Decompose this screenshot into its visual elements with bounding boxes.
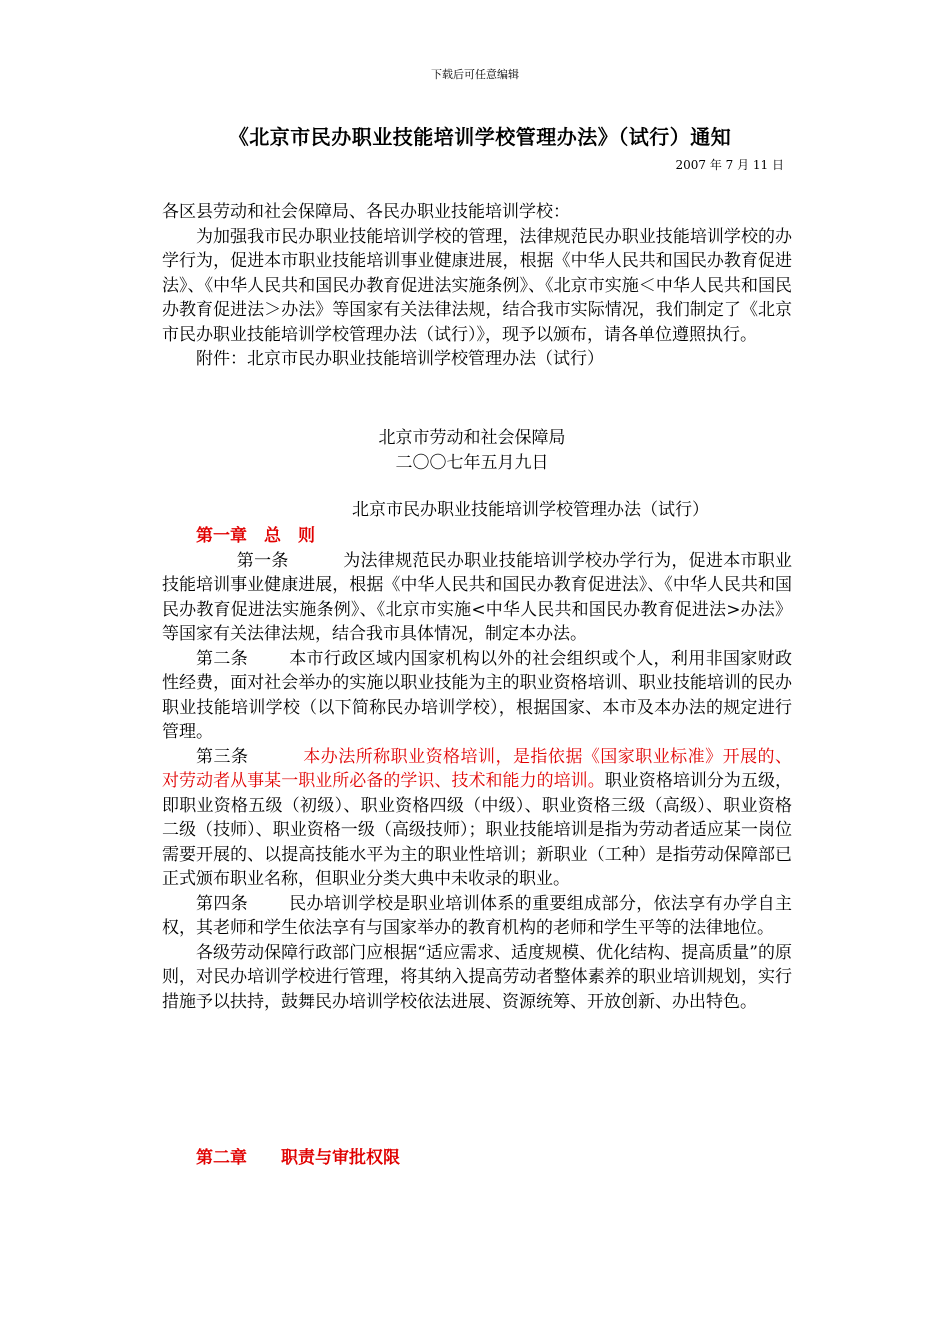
article-2-text: 本市行政区域内国家机构以外的社会组织或个人，利用非国家财政性经费，面对社会举办的实施以职业技能为主的职业资格培训、职业技能培训的民办职业技能培训学校（以下简称民办培训学校），根据国家、本市及本办法的规定进行管理。 <box>162 648 793 742</box>
notice-section <box>162 200 792 372</box>
signature-block <box>342 426 602 475</box>
regulation-body <box>162 524 792 1014</box>
article-3-text: 职业资格培训分为五级，即职业资格五级（初级）、职业资格四级（中级）、职业资格三级（高级）、职业资格二级（技师）、职业资格一级（高级技师）；职业技能培训是指为劳动者适应某一岗位需要开展的、以提高技能水平为主的职业性培训；新职业（工种）是指劳动保障部已正式颁布职业名称，但职业分类大典中未收录的职业。 <box>162 771 793 889</box>
page-header-note: 下载后可任意编辑 <box>431 68 519 81</box>
notice-salutation: 各区县劳动和社会保障局、各民办职业技能培训学校： <box>162 202 570 222</box>
document-title: 《北京市民办职业技能培训学校管理办法》（试行）通知 <box>228 125 732 149</box>
article-3-highlight: 本办法所称职业资格培训，是指依据《国家职业标准》开展的、对劳动者从事某一职业所必备的学识、技术和能力的培训。 <box>162 746 793 791</box>
article-3 <box>162 745 792 892</box>
chapter-1-heading: 第一章 总 则 <box>196 526 315 546</box>
article-4-paragraph-2: 各级劳动保障行政部门应根据“适应需求、适度规模、优化结构、提高质量”的原则，对民办培训学校进行管理，将其纳入提高劳动者整体素养的职业培训规划，实行措施予以扶持，鼓舞民办培训学校依法进展、资源统筹、开放创新、办出特色。 <box>162 942 792 1012</box>
article-2-label: 第二条 <box>196 648 249 669</box>
article-1-label: 第一条 <box>236 550 289 571</box>
notice-attachment: 附件：北京市民办职业技能培训学校管理办法（试行） <box>196 349 604 369</box>
article-4 <box>162 892 792 941</box>
document-date: 2007 年 7 月 11 日 <box>675 158 784 172</box>
regulation-title: 北京市民办职业技能培训学校管理办法（试行） <box>352 500 709 520</box>
signature-date: 二〇〇七年五月九日 <box>395 452 549 473</box>
article-3-label: 第三条 <box>196 746 249 767</box>
article-1-text: 为法律规范民办职业技能培训学校办学行为，促进本市职业技能培训事业健康进展，根据《中华人民共和国民办教育促进法》、《中华人民共和国民办教育促进法实施条例》、《北京市实施<中华人民共和国民办教育促进法>办法》等国家有关法律法规，结合我市具体情况，制定本办法。 <box>162 550 793 644</box>
article-2 <box>162 647 792 745</box>
article-4-text: 民办培训学校是职业培训体系的重要组成部分，依法享有办学自主权，其老师和学生依法享有与国家举办的教育机构的老师和学生平等的法律地位。 <box>162 893 793 938</box>
article-1 <box>162 549 792 647</box>
article-4-label: 第四条 <box>196 893 249 914</box>
signature-org: 北京市劳动和社会保障局 <box>378 428 566 448</box>
chapter-2-heading: 第二章 职责与审批权限 <box>196 1148 400 1168</box>
notice-body: 为加强我市民办职业技能培训学校的管理，法律规范民办职业技能培训学校的办学行为，促进本市职业技能培训事业健康进展，根据《中华人民共和国民办教育促进法》、《中华人民共和国民办教育促进法实施条例》、《北京市实施＜中华人民共和国民办教育促进法＞办法》等国家有关法律法规，结合我市实际情况，我们制定了《北京市民办职业技能培训学校管理办法（试行）》，现予以颁布，请各单位遵照执行。 <box>162 226 792 345</box>
